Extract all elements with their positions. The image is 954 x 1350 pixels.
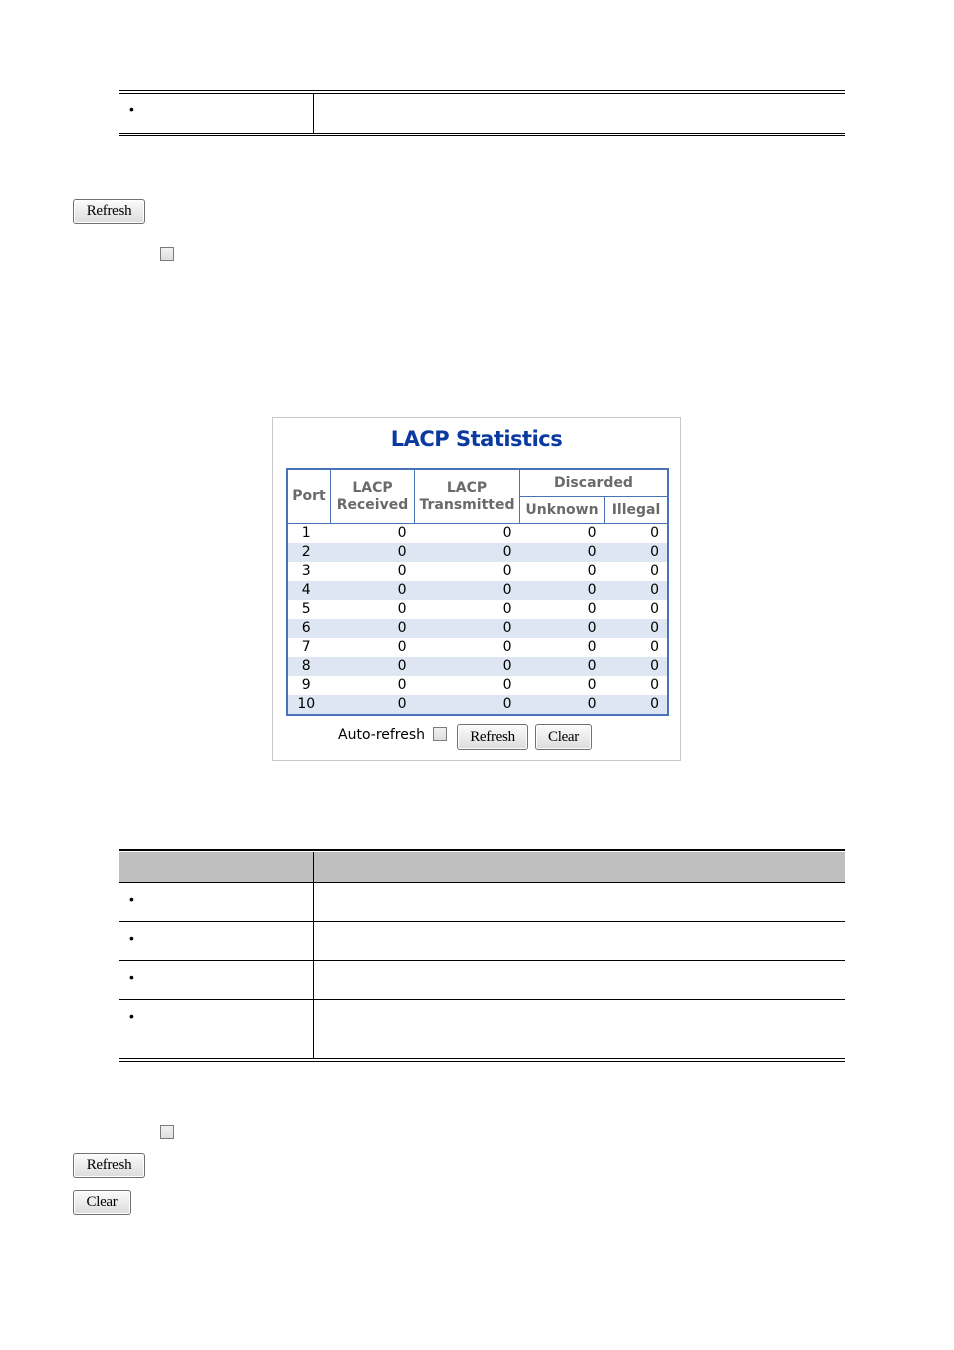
cell-discarded-unknown: 0 [520,543,605,562]
desc-row-bullet: • [129,891,134,907]
cell-lacp-received: 0 [397,677,407,693]
table-row [287,695,668,715]
header-unknown: Unknown [520,497,605,524]
cell-port: 5 [301,601,311,617]
desc-row-rule-3 [119,999,845,1000]
cell-lacp-received: 0 [331,619,415,638]
desc-table-rule-bottom-outer [119,1061,845,1062]
top-table-rule-bottom-outer [119,135,845,136]
header-lacp-received-line2: Received [336,496,409,513]
table-row [287,600,668,619]
top-table-rule-top-inner [119,93,845,94]
refresh-button-bottom[interactable]: Refresh [73,1153,145,1178]
cell-lacp-transmitted: 0 [415,543,520,562]
cell-discarded-illegal: 0 [605,581,669,600]
cell-lacp-transmitted: 0 [502,677,512,693]
header-lacp-transmitted-line1: LACP [446,479,488,496]
cell-discarded-unknown: 0 [587,601,597,617]
table-row [287,676,668,695]
cell-port: 3 [301,563,311,579]
desc-table-header [119,852,845,883]
top-table-rule-top [119,90,845,91]
cell-discarded-illegal: 0 [605,543,669,562]
cell-port: 4 [287,581,331,600]
cell-lacp-received: 0 [331,543,415,562]
auto-refresh-checkbox-bottom[interactable] [160,1125,174,1139]
cell-discarded-unknown: 0 [587,525,597,541]
table-row [287,619,668,638]
cell-lacp-received: 0 [331,581,415,600]
cell-port: 9 [301,677,311,693]
top-table-divider [313,93,314,133]
cell-lacp-transmitted: 0 [415,657,520,676]
cell-port: 6 [287,619,331,638]
desc-row-rule-2 [119,960,845,961]
cell-discarded-unknown: 0 [520,581,605,600]
cell-discarded-illegal: 0 [650,639,659,655]
cell-lacp-received: 0 [331,695,415,715]
table-row [287,524,668,544]
cell-discarded-illegal: 0 [605,619,669,638]
cell-discarded-unknown: 0 [520,695,605,715]
auto-refresh-label: Auto-refresh [338,727,426,743]
header-lacp-transmitted-line2: Transmitted [419,496,515,513]
header-discarded: Discarded [520,469,669,497]
header-port: Port [287,469,331,524]
header-lacp-received-line1: LACP [352,479,393,496]
cell-discarded-illegal: 0 [650,677,659,693]
cell-lacp-transmitted: 0 [415,619,520,638]
desc-row-bullet: • [129,1008,134,1024]
cell-port: 2 [287,543,331,562]
cell-lacp-received: 0 [397,525,407,541]
header-lacp-transmitted [415,469,520,524]
desc-table-rule-top [119,849,845,851]
cell-discarded-illegal: 0 [650,525,659,541]
cell-lacp-transmitted: 0 [502,639,512,655]
refresh-button[interactable]: Refresh [457,724,528,750]
cell-discarded-illegal: 0 [605,695,669,715]
cell-discarded-unknown: 0 [520,619,605,638]
table-row [287,543,668,562]
desc-table-rule-bottom [119,1058,845,1059]
desc-row-bullet: • [129,969,134,985]
header-lacp-received [331,469,415,524]
cell-lacp-received: 0 [397,639,407,655]
lacp-statistics-panel [272,417,681,761]
cell-port: 10 [287,695,331,715]
cell-lacp-received: 0 [397,563,407,579]
table-row [287,638,668,657]
cell-lacp-transmitted: 0 [415,581,520,600]
cell-discarded-unknown: 0 [520,657,605,676]
cell-discarded-unknown: 0 [587,563,597,579]
cell-port: 8 [287,657,331,676]
cell-lacp-transmitted: 0 [502,563,512,579]
cell-lacp-received: 0 [331,657,415,676]
clear-button[interactable]: Clear [535,724,592,750]
cell-port: 7 [301,639,311,655]
top-table-bullet: • [129,101,134,117]
refresh-button-top[interactable]: Refresh [73,199,145,224]
cell-discarded-illegal: 0 [650,601,659,617]
cell-lacp-transmitted: 0 [502,525,512,541]
cell-discarded-unknown: 0 [587,677,597,693]
desc-header-divider [313,852,314,883]
panel-title: LACP Statistics [390,427,563,451]
lacp-statistics-table [286,468,669,716]
cell-port: 1 [301,525,311,541]
header-illegal: Illegal [605,497,669,524]
desc-table-divider [313,883,314,1058]
cell-lacp-received: 0 [397,601,407,617]
auto-refresh-checkbox[interactable] [433,727,447,741]
desc-row-rule-1 [119,921,845,922]
cell-discarded-unknown: 0 [587,639,597,655]
top-table-rule-bottom [119,133,845,134]
table-row [287,657,668,676]
desc-row-bullet: • [129,930,134,946]
auto-refresh-checkbox-top[interactable] [160,247,174,261]
cell-lacp-transmitted: 0 [415,695,520,715]
statistics-rows [287,524,668,716]
table-row [287,581,668,600]
cell-discarded-illegal: 0 [650,563,659,579]
cell-lacp-transmitted: 0 [502,601,512,617]
table-row [287,562,668,581]
clear-button-bottom[interactable]: Clear [73,1190,131,1215]
cell-discarded-illegal: 0 [605,657,669,676]
